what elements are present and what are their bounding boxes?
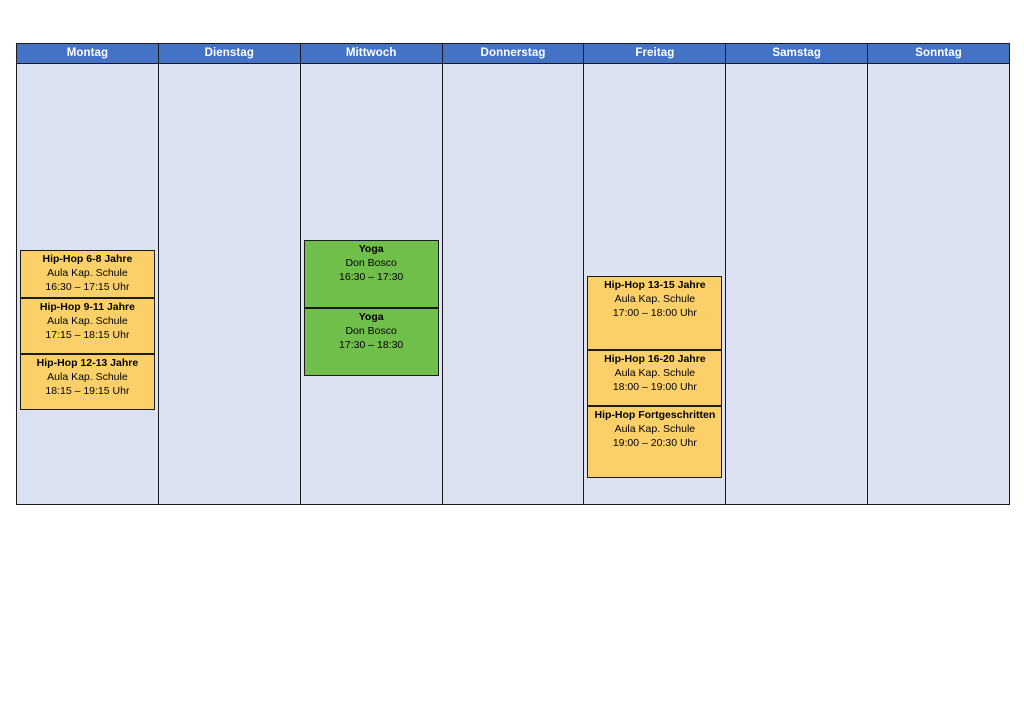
class-event[interactable] (304, 240, 439, 308)
class-event[interactable] (587, 276, 722, 350)
event-location: Aula Kap. Schule (47, 370, 128, 383)
event-title: Yoga (358, 243, 384, 255)
day-body (726, 64, 867, 504)
day-column (159, 44, 301, 504)
day-header: Mittwoch (301, 44, 442, 64)
event-title: Hip-Hop Fortgeschritten (594, 409, 716, 421)
day-body (584, 64, 725, 504)
event-title: Hip-Hop 6-8 Jahre (42, 253, 133, 265)
day-body (17, 64, 158, 504)
class-event[interactable] (20, 250, 155, 298)
class-event[interactable] (20, 298, 155, 354)
day-header: Freitag (584, 44, 725, 64)
day-header: Samstag (726, 44, 867, 64)
day-column (17, 44, 159, 504)
event-title: Hip-Hop 12-13 Jahre (36, 357, 139, 369)
event-location: Aula Kap. Schule (614, 422, 696, 435)
day-column (443, 44, 585, 504)
event-location: Aula Kap. Schule (614, 292, 696, 305)
event-location: Aula Kap. Schule (47, 266, 128, 279)
day-column (301, 44, 443, 504)
day-header: Sonntag (868, 44, 1009, 64)
day-header: Donnerstag (443, 44, 584, 64)
day-body (868, 64, 1009, 504)
event-time: 17:00 – 18:00 Uhr (612, 306, 697, 319)
day-column (726, 44, 868, 504)
event-title: Hip-Hop 13-15 Jahre (604, 279, 706, 291)
event-time: 18:15 – 19:15 Uhr (45, 384, 130, 397)
event-title: Yoga (358, 311, 384, 323)
day-column (584, 44, 726, 504)
event-location: Don Bosco (345, 256, 397, 269)
day-column (868, 44, 1009, 504)
day-body (159, 64, 300, 504)
day-body (443, 64, 584, 504)
day-header: Montag (17, 44, 158, 64)
event-time: 16:30 – 17:30 (339, 270, 404, 283)
event-location: Don Bosco (345, 324, 397, 337)
class-event[interactable] (587, 350, 722, 406)
event-time: 17:30 – 18:30 (339, 338, 404, 351)
event-title: Hip-Hop 9-11 Jahre (39, 301, 135, 313)
class-event[interactable] (587, 406, 722, 478)
day-header: Dienstag (159, 44, 300, 64)
class-event[interactable] (20, 354, 155, 410)
class-event[interactable] (304, 308, 439, 376)
event-time: 17:15 – 18:15 Uhr (45, 328, 130, 341)
event-time: 18:00 – 19:00 Uhr (612, 380, 697, 393)
weekly-schedule-table (16, 43, 1010, 505)
event-title: Hip-Hop 16-20 Jahre (604, 353, 706, 365)
event-location: Aula Kap. Schule (47, 314, 128, 327)
event-location: Aula Kap. Schule (614, 366, 696, 379)
event-time: 16:30 – 17:15 Uhr (45, 280, 130, 293)
day-body (301, 64, 442, 504)
event-time: 19:00 – 20:30 Uhr (612, 436, 697, 449)
